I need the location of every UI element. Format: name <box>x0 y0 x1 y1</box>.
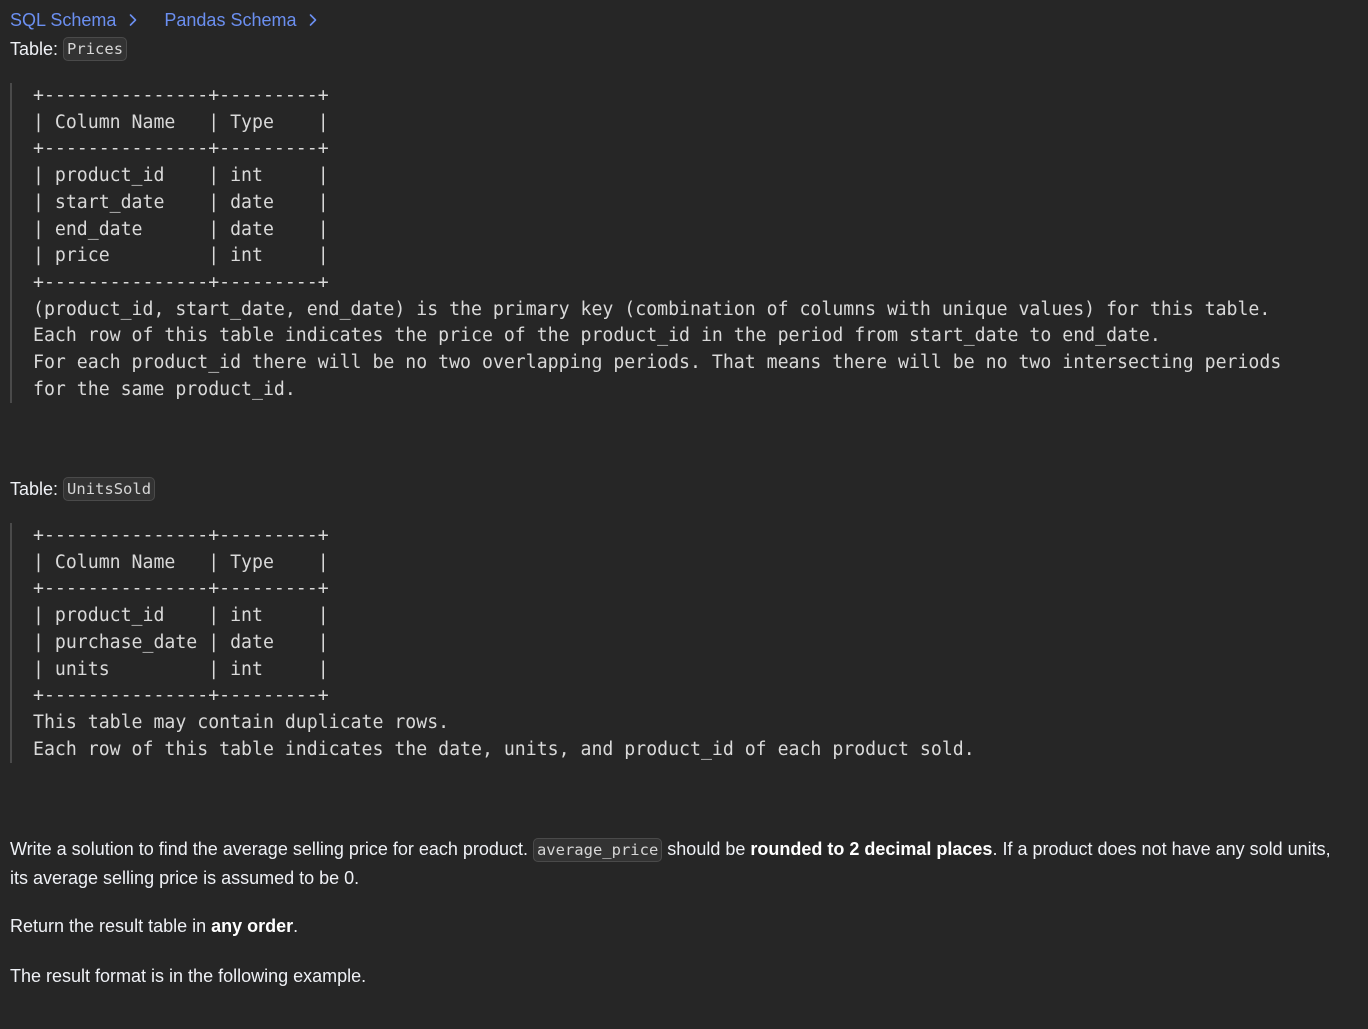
breadcrumb-sql-schema[interactable] <box>10 10 140 31</box>
breadcrumb <box>10 8 344 32</box>
format-text: The result format is in the following example. <box>10 966 367 986</box>
rounding-emphasis: rounded to 2 decimal places <box>750 839 993 859</box>
unitssold-table-name: UnitsSold <box>63 477 155 501</box>
breadcrumb-pandas-schema[interactable] <box>164 10 320 31</box>
prices-schema-block <box>10 83 1281 403</box>
problem-statement <box>10 835 1350 892</box>
unitssold-table-heading <box>10 477 155 501</box>
unitssold-schema-block <box>10 523 975 763</box>
order-text: Return the result table in <box>10 916 212 936</box>
order-emphasis: any order <box>211 916 294 936</box>
problem-text: should be <box>662 839 751 859</box>
chevron-right-icon <box>306 13 320 27</box>
problem-text: . If a product does not have any sold units, its average selling price is assumed to be 0. <box>10 839 1331 888</box>
breadcrumb-sql-schema-label: SQL Schema <box>10 9 117 30</box>
prices-schema-text: +---------------+---------+ | Column Name | Type | +---------------+---------+ | product_id | int | | start_date | date | | end_date | date | | price | int | +---------------+---------+ (product_id, start_date, end_date) is the primary key (combination of columns with unique values) for this table. Each row of this table indicates the price of the product_id in the period from start_date to end_date. For each product_id there will be no two overlapping periods. That means there will be no two intersecting periods for the same product_id. <box>33 85 1282 400</box>
order-text: . <box>293 916 299 936</box>
format-statement <box>10 962 1350 990</box>
chevron-right-icon <box>126 13 140 27</box>
unitssold-schema-text: +---------------+---------+ | Column Name | Type | +---------------+---------+ | product_id | int | | purchase_date | date | | units | int | +---------------+---------+ This table may contain duplicate rows. Each row of this table indicates the date, units, and product_id of each product sold. <box>33 525 975 760</box>
prices-table-name: Prices <box>63 37 127 61</box>
table-label: Table: <box>10 478 64 499</box>
problem-text: Write a solution to find the average selling price for each product. <box>10 839 533 859</box>
order-statement <box>10 912 1350 940</box>
table-label: Table: <box>10 38 64 59</box>
breadcrumb-pandas-schema-label: Pandas Schema <box>164 9 297 30</box>
prices-table-heading <box>10 37 127 61</box>
average-price-code: average_price <box>533 838 662 862</box>
